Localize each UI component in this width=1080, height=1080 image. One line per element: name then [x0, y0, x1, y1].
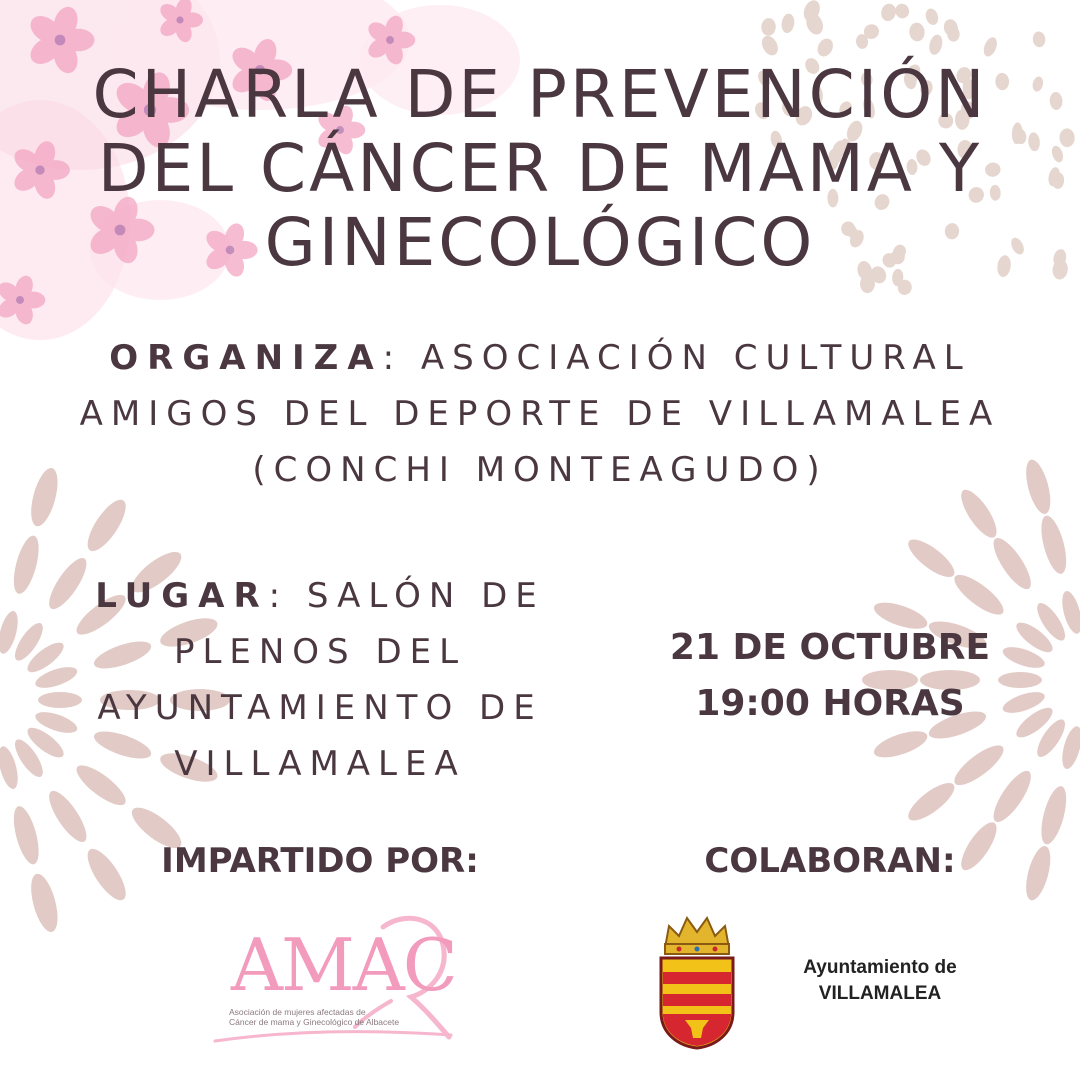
venue-block: [40, 568, 600, 792]
collaborators-label: COLABORAN:: [704, 841, 956, 881]
venue-line: VILLAMALEA: [174, 744, 466, 784]
dot: [981, 35, 999, 58]
dot: [927, 33, 944, 56]
dot: [1032, 31, 1046, 48]
city-council-line: VILLAMALEA: [818, 983, 942, 1004]
leaf: [1021, 844, 1055, 903]
city-council-name: [780, 955, 980, 1007]
organizer-name: : ASOCIACIÓN CULTURAL: [382, 338, 971, 378]
leaf: [949, 739, 1009, 791]
leaf: [987, 533, 1037, 594]
amac-subtitle-line: Cáncer de mama y Ginecológico de Albacete: [229, 1017, 400, 1027]
leaf: [1036, 784, 1071, 847]
title-line: GINECOLÓGICO: [264, 204, 816, 281]
leaf: [903, 533, 960, 583]
leaf: [903, 777, 960, 827]
villamalea-crest-icon: [655, 912, 739, 1052]
amac-subtitle-line: Asociación de mujeres afectadas de: [229, 1007, 366, 1017]
title-line: DEL CÁNCER DE MAMA Y: [97, 130, 983, 207]
leaf: [9, 804, 44, 867]
datetime-block: [640, 620, 1020, 732]
dot: [1059, 128, 1075, 147]
leaf: [26, 871, 63, 935]
leaf: [987, 766, 1037, 827]
dot: [780, 13, 795, 34]
dot: [909, 22, 926, 42]
dot: [761, 18, 776, 36]
dot: [1031, 76, 1044, 93]
venue-line: : SALÓN DE: [268, 576, 545, 616]
dot: [893, 1, 912, 20]
dot: [759, 33, 782, 58]
organizer-label: ORGANIZA: [109, 338, 383, 378]
amac-logo: [205, 905, 465, 1055]
leaf: [9, 533, 44, 596]
presented-by-label: IMPARTIDO POR:: [161, 841, 479, 881]
dot: [1027, 132, 1040, 152]
dot: [924, 7, 940, 27]
leaf: [1036, 513, 1071, 576]
organizer-block: [40, 330, 1040, 498]
leaf: [43, 786, 93, 847]
amac-subtitle: [229, 1007, 439, 1027]
title-line: CHARLA DE PREVENCIÓN: [92, 56, 988, 133]
leaf: [81, 494, 133, 556]
venue-label: LUGAR: [95, 576, 269, 616]
dot: [879, 2, 897, 23]
venue-line: PLENOS DEL: [173, 632, 467, 672]
amac-wordmark: AMAC: [231, 923, 456, 1007]
dot: [1049, 92, 1063, 111]
leaf: [949, 569, 1009, 621]
dot: [1050, 144, 1065, 164]
organizer-contact: (CONCHI MONTEAGUDO): [252, 450, 828, 490]
poster-title: [60, 58, 1020, 280]
organizer-name-line: AMIGOS DEL DEPORTE DE VILLAMALEA: [79, 394, 1001, 434]
event-time: 19:00 HORAS: [695, 683, 965, 724]
venue-line: AYUNTAMIENTO DE: [97, 688, 543, 728]
event-date: 21 DE OCTUBRE: [669, 627, 991, 668]
city-council-line: Ayuntamiento de: [803, 957, 957, 978]
